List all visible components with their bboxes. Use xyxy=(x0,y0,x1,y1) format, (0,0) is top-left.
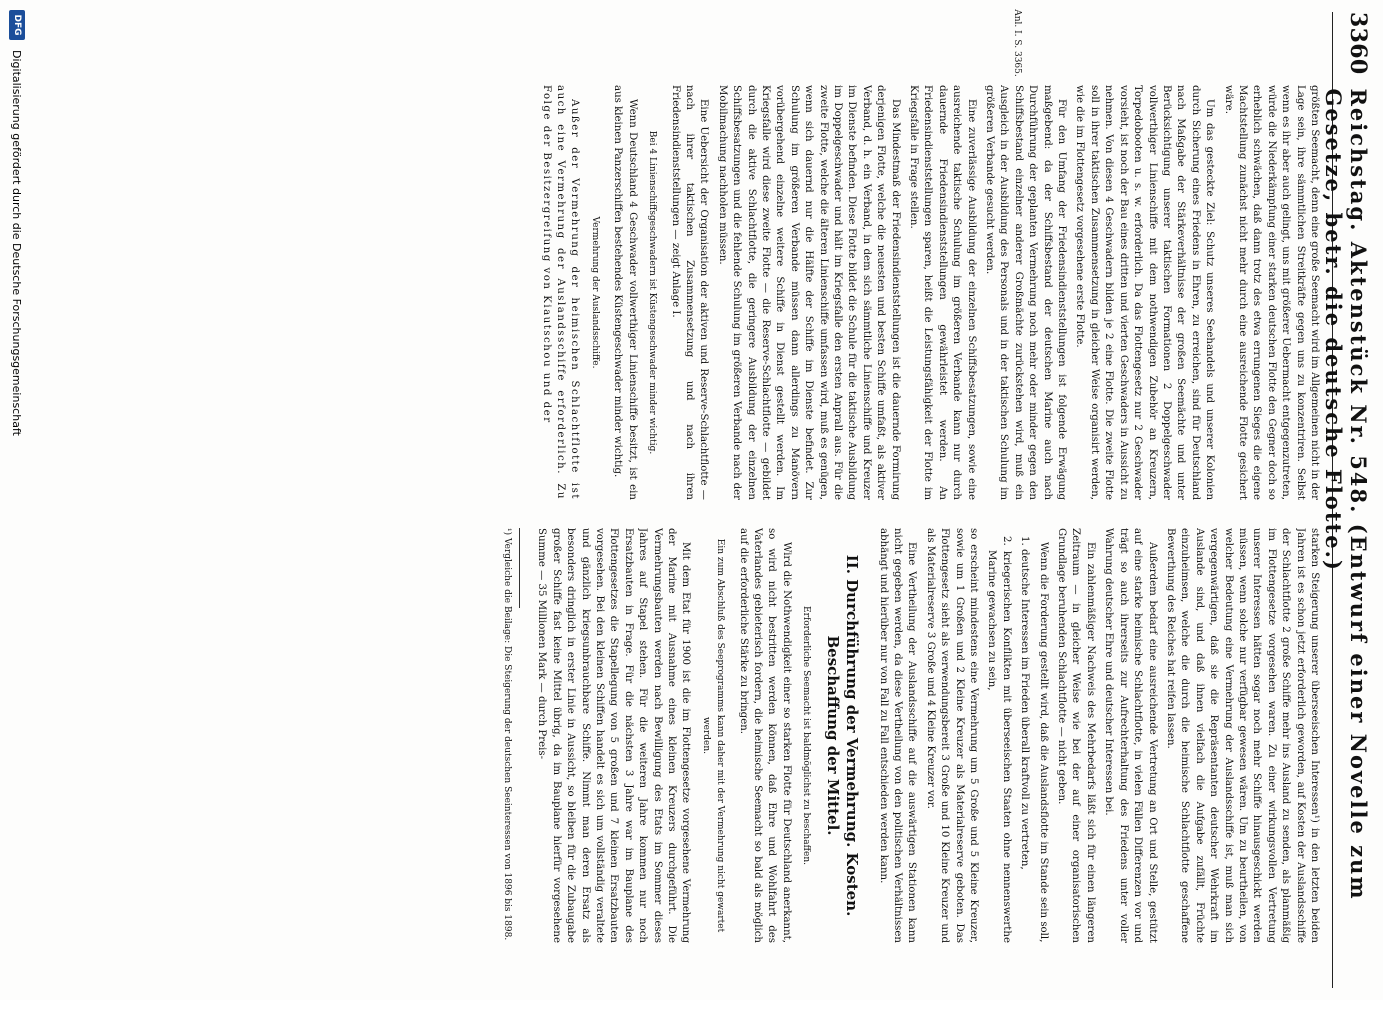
dfg-logo: DFG xyxy=(9,10,25,40)
running-title: Reichstag. Aktenstück Nr. 548. (Entwurf einer Novelle zum Gesetze, betr. die deutsche Flotte.) xyxy=(1321,88,1371,901)
page-number: 3360 xyxy=(1345,12,1371,75)
list-item: 2. kriegerischen Konflikten mit überseeischen Staaten ohne nennenswerthe Marine gewachsen zu sein, xyxy=(986,536,1012,943)
paragraph: starken Steigerung unserer überseeischen Interessen¹) in den letzten beiden Jahren ist es schon jetzt erforderlich geworden, auf Kosten der Auslandsschiffe der Schlachtflotte 2 große Schiffe mehr ins Ausland zu senden, als planmäßig im Flottengesetze vorgesehen waren. Zu einer wirkungsvollen Vertretung unserer Interessen hätten sogar noch mehr Schiffe hinausgeschickt werden müssen, wenn solche nur verfügbar gewesen wären. Um zu beurtheilen, von welcher Bedeutung eine Vermehrung der Auslandsschiffe ist, muß man sich vergegenwärtigen, daß sie die Repräsentanten deutscher Wehrkraft im Auslande sind, und daß ihnen vielfach die Aufgabe zufällt, Früchte einzuheimsen, welche die durch die heimische Schlachtflotte geschaffene Bewerthung des Reiches hat reifen lassen. xyxy=(1164,528,1320,943)
side-summary: Bei 4 Linienschiffsgeschwadern ist Küstengeschwader minder wichtig. xyxy=(647,130,658,455)
left-column xyxy=(11,85,1321,500)
paragraph: Um das gesteckte Ziel: Schutz unseres Seehandels und unserer Kolonien durch Sicherung eines Friedens in Ehren, zu erreichen, sind für Deutschland nach Maßgabe der Stärkeverhältnisse der großen Seemächte und unter Berücksichtigung unserer taktischen Formationen 2 Doppelgeschwader vollwerthiger Linienschiffe mit dem nothwendigen Zubehör an Kreuzern, Torpedobooten u. s. w. erforderlich. Da das Flottengesetz nur 2 Geschwader vorsieht, ist noch der Bau eines dritten und vierten Geschwaders in Aussicht zu nehmen. Von diesen 4 Geschwadern bilden je 2 eine Flotte. Die zweite Flotte soll in ihrer taktischen Zusammensetzung in gleicher Weise organisirt werden, wie die im Flottengesetz vorgesehene erste Flotte. xyxy=(1074,85,1216,500)
page-header xyxy=(1321,12,1371,988)
paragraph: Eine Vertheilung der Auslandsschiffe auf die auswärtigen Stationen kann nicht gegeben werden, da diese Vertheilung von den politischen Verhältnissen abhängt und hierüber nur von Fall zu Fall entschieden werden kann. xyxy=(877,528,918,943)
paragraph: Außerdem bedarf eine ausreichende Vertretung an Ort und Stelle, gestützt auf eine starke heimische Schlachtflotte, in vielen Fällen Differenzen vor und trägt so auch ihrerseits zur Aufrechterhaltung des Friedens unter voller Wahrung deutscher Ehre und deutscher Interessen bei. xyxy=(1103,528,1158,943)
paragraph: Außer der Vermehrung der heimischen Schlachtflotte ist auch eine Vermehrung der Auslandsschiffe erforderlich. Zu Folge der Besitzergreifung von Kiautschou und der xyxy=(540,85,581,500)
paragraph: Das Mindestmaß der Friedensindienststellungen ist die dauernde Formirung derjenigen Flotte, welche die neuesten und besten Schiffe umfaßt, als aktiver Verband, d. h. ein Verband, in dem sich sämmtliche Linienschiffe und Kreuzer im Dienste befinden. Diese Flotte bildet die Schule für die taktische Ausbildung im Doppelgeschwader und hält im Kriegsfalle den ersten Anprall aus. Für die zweite Flotte, welche die älteren Linienschiffe umfassen wird, muß es genügen, wenn sich dauernd nur die Hälfte der Schiffe im Dienste befindet. Zur Schulung im größeren Verbande müssen dann allerdings zu Manövern vorübergehend einzelne weitere Schiffe in Dienst gestellt werden. Im Kriegsfalle wird diese zweite Flotte — die Reserve-Schlachtflotte — gebildet durch die aktive Schlachtflotte, die geringere Ausbildung der einzelnen Schiffsbesatzungen und die fehlende Schulung im größeren Verbande nach der Mobilmachung nachholen müssen. xyxy=(716,85,901,500)
paragraph: Wenn Deutschland 4 Geschwader vollwerthiger Linienschiffe besitzt, ist ein aus kleinen Panzerschiffen bestehendes Küstengeschwader minder wichtig. xyxy=(612,85,638,500)
right-column xyxy=(11,528,1321,943)
paragraph: Eine zuverlässige Ausbildung der einzelnen Schiffsbesatzungen, sowie eine ausreichende taktische Schulung im größeren Verbande kann nur durch dauernde Friedensindienststellungen gewährleistet werden. An Friedensindienststellungen sparen, heißt die Leistungsfähigkeit der Flotte im Kriegsfalle in Frage stellen. xyxy=(908,85,977,500)
paragraph: größten Seemacht, denn eine große Seemacht wird im Allgemeinen nicht in der Lage sein, ihre sämmtlichen Streitkräfte gegen uns zu konzentriren. Selbst wenn es ihr aber auch gelingt, uns mit größerer Uebermacht entgegenzutreten, würde die Niederkämpfung einer starken deutschen Flotte den Gegner doch so erheblich schwächen, daß dann trotz des etwa errungenen Sieges die eigene Machtstellung zunächst nicht mehr durch eine ausreichende Flotte gesichert wäre. xyxy=(1222,85,1320,500)
side-summary: Ein zum Abschluß des Seeprogramms kann daher mit der Vermehrung nicht gewartet werden. xyxy=(700,538,726,933)
paragraph: Ein zahlenmäßiger Nachweis des Mehrbedarfs läßt sich für einen längeren Zeitraum — in gleicher Weise wie bei der auf einer organisatorischen Grundlage beruhenden Schlachtflotte — nicht geben. xyxy=(1056,528,1096,943)
footnote-rule xyxy=(519,528,520,608)
margin-note: Anl. I. S. 3365. xyxy=(1012,9,1022,77)
footnote: ¹) Vergleiche die Beilage: Die Steigerung der deutschen Seeinteressen von 1896 bis 1898. xyxy=(501,528,512,941)
paragraph: Für den Umfang der Friedensindienststellungen ist folgende Erwägung maßgebend: da der Schiffsbestand der deutschen Marine auch nach Durchführung der geplanten Vermehrung noch mehr oder minder gegen den Schiffsbestand einzelner anderer Großmächte zurückstehen wird, muß ein Ausgleich in der Ausbildung des Personals und in der taktischen Schulung im größeren Verbande gesucht werden. xyxy=(984,85,1068,500)
paragraph: Mit dem Etat für 1900 ist die im Flottengesetze vorgesehene Vermehrung der Marine mit Ausnahme eines kleinen Kreuzers durchgeführt. Die Vermehrungsbauten werden nach Bewilligung des Etats im Sommer dieses Jahres auf Stapel stehen. Für die weiteren Jahre kommen nur noch Ersatzbauten in Frage. Für die nächsten 3 Jahre war im Bauplane des Flottengesetzes die Stapellegung von 5 großen und 7 kleinen Ersatzbauten vorgesehen. Bei den kleinen Schiffen handelt es sich um vollständig veraltete und gänzlich kriegsunbrauchbare Schiffe. Nimmt man deren Ersatz als besonders dringlich in erster Linie in Aussicht, so bleiben für die Zubaugabe großer Schiffe fast keine Mittel übrig, da im Bauplane hierfür vorgesehene Summe — 35 Millionen Mark — durch Preis- xyxy=(536,528,692,943)
list-item: 1. deutsche Interessen im Frieden überall kraftvoll zu vertreten, xyxy=(1019,536,1031,870)
side-summary: Erforderliche Seemacht ist baldmöglichst zu beschaffen. xyxy=(801,606,812,865)
paragraph: Wird die Nothwendigkeit einer so starken Flotte für Deutschland anerkannt, so wird nicht bestritten werden können, daß Ehre und Wohlfahrt des Vaterlandes gebieterisch fordern, die heimische Seemacht so bald als möglich auf die erforderliche Stärke zu bringen. xyxy=(737,528,792,943)
paragraph: Wenn die Forderung gestellt wird, daß die Auslandsflotte im Stande sein soll, xyxy=(1037,542,1049,943)
paragraph: so erscheint mindestens eine Vermehrung um 5 Große und 5 Kleine Kreuzer, sowie um 1 Großen und 2 Kleine Kreuzer als Materialreserve geboten. Das Flottengesetz sieht als verwendungsbereit 3 Große und 10 Kleine Kreuzer und als Materialreserve 3 Große und 4 Kleine Kreuzer vor. xyxy=(924,528,980,943)
credit-text: Digitalisierung gefördert durch die Deutsche Forschungsgemeinschaft xyxy=(10,50,24,436)
digitization-credit xyxy=(3,0,31,1010)
section-heading: II. Durchführung der Vermehrung. Kosten. Beschaffung der Mittel. xyxy=(824,554,862,917)
paragraph: Eine Uebersicht der Organisation der aktiven und Reserve-Schlachtflotte — nach ihrer taktischen Zusammensetzung und nach ihren Friedensindienststellungen — zeigt Anlage I. xyxy=(669,85,710,500)
subheading: Vermehrung der Auslandsschiffe. xyxy=(589,216,600,369)
